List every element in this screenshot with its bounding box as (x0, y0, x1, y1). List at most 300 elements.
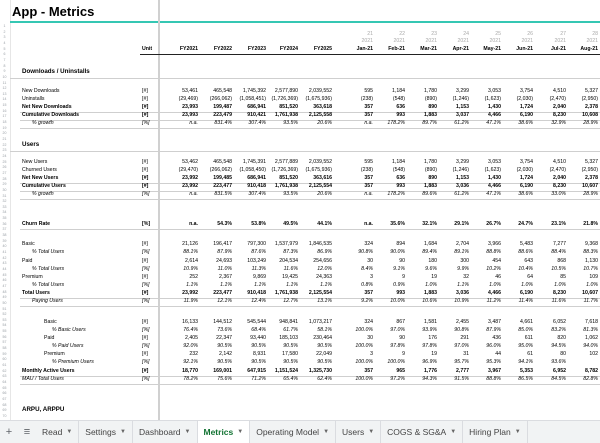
row-label-cumulative-downloads[interactable]: Cumulative Downloads (22, 112, 80, 118)
data-cell[interactable]: 103,249 (247, 258, 266, 264)
data-cell[interactable]: 95.3% (486, 359, 501, 365)
data-cell[interactable]: 357 (364, 104, 373, 110)
data-cell[interactable]: 81.3% (583, 327, 598, 333)
column-header-jul-21[interactable]: Jul-21 (551, 46, 566, 52)
data-cell[interactable]: 636 (396, 104, 405, 110)
data-cell[interactable]: 82.8% (583, 376, 598, 382)
row-label-churned-users[interactable]: Churned Users (22, 167, 57, 173)
data-cell[interactable]: 307.4% (248, 191, 266, 197)
row-label-new-users[interactable]: New Users (22, 159, 48, 165)
data-cell[interactable]: 8,782 (585, 368, 598, 374)
data-cell[interactable]: (29,469) (178, 96, 198, 102)
tab-cogs-sg-a[interactable] (381, 421, 463, 443)
data-cell[interactable]: 324 (364, 241, 373, 247)
data-cell[interactable]: 9 (402, 274, 405, 280)
data-cell[interactable]: (2,950) (581, 96, 598, 102)
data-cell[interactable]: (890) (424, 167, 437, 173)
data-cell[interactable]: (548) (392, 96, 405, 102)
data-cell[interactable]: 24,693 (216, 258, 232, 264)
data-cell[interactable]: 64 (527, 274, 533, 280)
data-cell[interactable]: 93,440 (250, 335, 266, 341)
add-sheet-icon[interactable]: + (5, 426, 13, 438)
data-cell[interactable]: 97.0% (390, 327, 405, 333)
column-header-mar-21[interactable]: Mar-21 (420, 46, 437, 52)
data-cell[interactable]: 97.8% (390, 343, 405, 349)
chevron-down-icon[interactable]: ▼ (120, 429, 126, 435)
data-cell[interactable]: 22,347 (216, 335, 232, 341)
data-cell[interactable]: 232 (189, 351, 198, 357)
data-cell[interactable]: 9.6% (425, 266, 437, 272)
row-label-monthly-active-users[interactable]: Monthly Active Users (22, 368, 75, 374)
data-cell[interactable]: 95.0% (518, 343, 533, 349)
data-cell[interactable]: (1,623) (484, 96, 501, 102)
row-unit[interactable]: [#] (142, 290, 149, 296)
data-cell[interactable]: 291 (460, 335, 469, 341)
row-label-new-downloads[interactable]: New Downloads (22, 88, 60, 94)
data-cell[interactable]: 436 (492, 335, 501, 341)
data-cell[interactable]: 1,153 (456, 175, 469, 181)
data-cell[interactable]: 180 (428, 258, 437, 264)
row-unit[interactable]: [%] (142, 298, 150, 304)
data-cell[interactable]: 49.5% (283, 221, 298, 227)
data-cell[interactable]: 1,130 (585, 258, 598, 264)
data-cell[interactable]: 1,684 (424, 241, 437, 247)
data-cell[interactable]: 1.1% (286, 282, 298, 288)
data-cell[interactable]: 3,299 (456, 159, 469, 165)
data-cell[interactable]: 10.5% (551, 266, 566, 272)
data-cell[interactable]: 10.7% (583, 266, 598, 272)
data-cell[interactable]: 21,126 (182, 241, 198, 247)
data-cell[interactable]: 2,704 (456, 241, 469, 247)
data-cell[interactable]: 90 (399, 258, 405, 264)
data-cell[interactable]: 9.9% (457, 266, 469, 272)
column-header-fy2025[interactable]: FY2025 (313, 46, 332, 52)
data-cell[interactable]: 12.0% (317, 266, 332, 272)
tab-settings[interactable] (79, 421, 133, 443)
chevron-down-icon[interactable]: ▼ (237, 429, 244, 435)
data-cell[interactable]: n.a. (364, 191, 373, 197)
data-cell[interactable]: 23,993 (182, 112, 198, 118)
data-cell[interactable]: 75.6% (217, 376, 232, 382)
row-unit[interactable]: [#] (142, 96, 148, 102)
data-cell[interactable]: 363,616 (313, 175, 332, 181)
data-cell[interactable]: 32.9% (551, 120, 566, 126)
data-cell[interactable]: (1,726,369) (271, 96, 298, 102)
data-cell[interactable]: 23.1% (551, 221, 566, 227)
data-cell[interactable]: 1,745,391 (242, 159, 266, 165)
data-cell[interactable]: 1.0% (586, 282, 598, 288)
column-header-fy2021[interactable]: FY2021 (179, 46, 198, 52)
row-unit[interactable]: [%] (142, 221, 151, 227)
data-cell[interactable]: 100.0% (355, 343, 373, 349)
data-cell[interactable]: 1,776 (424, 368, 437, 374)
data-cell[interactable]: 797,300 (247, 241, 266, 247)
data-cell[interactable]: 993 (396, 183, 405, 189)
data-cell[interactable]: 3,966 (488, 241, 501, 247)
data-cell[interactable]: 97.0% (454, 343, 469, 349)
data-cell[interactable]: 3,487 (488, 319, 501, 325)
data-cell[interactable]: 68.4% (251, 327, 266, 333)
data-cell[interactable]: 1.1% (457, 282, 469, 288)
data-cell[interactable]: 97.8% (422, 343, 437, 349)
data-cell[interactable]: 1,430 (488, 104, 501, 110)
data-cell[interactable]: 23,993 (182, 104, 198, 110)
chevron-down-icon[interactable]: ▼ (514, 429, 521, 435)
data-cell[interactable]: 58.1% (317, 327, 332, 333)
data-cell[interactable]: (238) (360, 167, 373, 173)
data-cell[interactable]: 867 (396, 319, 405, 325)
data-cell[interactable]: 90.5% (283, 359, 298, 365)
data-cell[interactable]: 24.7% (518, 221, 533, 227)
data-cell[interactable]: 3,754 (520, 88, 533, 94)
row-label-churn-rate[interactable]: Churn Rate (22, 221, 50, 227)
row-unit[interactable]: [%] (142, 327, 150, 333)
data-cell[interactable]: 11.7% (583, 298, 598, 304)
data-cell[interactable]: (29,470) (178, 167, 198, 173)
data-cell[interactable]: 28.9% (583, 120, 598, 126)
data-cell[interactable]: 54.3% (217, 221, 232, 227)
data-cell[interactable]: 53.8% (251, 221, 266, 227)
data-cell[interactable]: 16,133 (182, 319, 198, 325)
data-cell[interactable]: 910,418 (247, 183, 266, 189)
data-cell[interactable]: 5,327 (585, 88, 598, 94)
data-cell[interactable]: 1,151,524 (274, 368, 298, 374)
data-cell[interactable]: 1,761,938 (274, 112, 298, 118)
row-label-paid[interactable]: Paid (22, 258, 33, 264)
data-cell[interactable]: 78.2% (183, 376, 198, 382)
data-cell[interactable]: n.a. (189, 191, 198, 197)
data-cell[interactable]: 643 (524, 258, 533, 264)
row-unit[interactable]: [#] (142, 88, 148, 94)
data-cell[interactable]: 831.4% (214, 120, 232, 126)
data-cell[interactable]: 3,037 (456, 112, 469, 118)
data-cell[interactable]: 1,883 (424, 183, 437, 189)
data-cell[interactable]: (1,058,450) (239, 167, 266, 173)
data-cell[interactable]: 0.8% (361, 282, 373, 288)
data-cell[interactable]: 4,510 (553, 88, 566, 94)
data-cell[interactable]: 10.2% (486, 266, 501, 272)
column-header-fy2024[interactable]: FY2024 (279, 46, 298, 52)
data-cell[interactable]: 4,466 (488, 290, 501, 296)
data-cell[interactable]: (1,623) (484, 167, 501, 173)
data-cell[interactable]: 6,190 (520, 290, 533, 296)
data-cell[interactable]: 357 (364, 175, 373, 181)
data-cell[interactable]: 252 (189, 274, 198, 280)
data-cell[interactable]: 1,184 (392, 88, 405, 94)
data-cell[interactable]: 10,608 (582, 112, 598, 118)
data-cell[interactable]: 2,455 (456, 319, 469, 325)
data-cell[interactable]: 300 (460, 258, 469, 264)
data-cell[interactable]: 890 (428, 175, 437, 181)
row-label-premium[interactable]: Premium (22, 274, 43, 280)
data-cell[interactable]: 30 (367, 335, 373, 341)
column-header-may-21[interactable]: May-21 (483, 46, 501, 52)
tab-operating-model[interactable] (250, 421, 336, 443)
data-cell[interactable]: 44 (495, 351, 501, 357)
data-cell[interactable]: 83.2% (551, 327, 566, 333)
data-cell[interactable]: 2,367 (219, 274, 232, 280)
data-cell[interactable]: 1,073,217 (308, 319, 332, 325)
chevron-down-icon[interactable]: ▼ (450, 429, 457, 435)
data-cell[interactable]: 73.6% (217, 327, 232, 333)
data-cell[interactable]: 88.3% (583, 249, 598, 255)
row-unit[interactable]: [#] (142, 183, 149, 189)
row-unit[interactable]: [%] (142, 343, 150, 349)
data-cell[interactable]: 84.5% (551, 376, 566, 382)
data-cell[interactable]: 1,724 (520, 175, 533, 181)
data-cell[interactable]: (266,062) (209, 167, 232, 173)
data-cell[interactable]: 85 (560, 274, 566, 280)
data-cell[interactable]: 86.5% (518, 376, 533, 382)
data-cell[interactable]: 61 (527, 351, 533, 357)
data-cell[interactable]: 2,039,552 (308, 88, 332, 94)
data-cell[interactable]: (1,675,936) (305, 96, 332, 102)
data-cell[interactable]: 636 (396, 175, 405, 181)
data-cell[interactable]: 89.1% (454, 249, 469, 255)
data-cell[interactable]: 13.1% (317, 298, 332, 304)
chevron-down-icon[interactable]: ▼ (368, 429, 375, 435)
data-cell[interactable]: 90.5% (251, 359, 266, 365)
data-cell[interactable]: 254,656 (313, 258, 332, 264)
data-cell[interactable]: 21.8% (583, 221, 598, 227)
data-cell[interactable]: 30 (367, 258, 373, 264)
data-cell[interactable]: 2,378 (585, 104, 598, 110)
row-unit[interactable]: [#] (142, 351, 148, 357)
chevron-down-icon[interactable]: ▼ (323, 429, 330, 435)
data-cell[interactable]: 96.9% (422, 359, 437, 365)
column-header-feb-21[interactable]: Feb-21 (388, 46, 405, 52)
data-cell[interactable]: 1,883 (424, 290, 437, 296)
data-cell[interactable]: 8,230 (553, 183, 566, 189)
data-cell[interactable]: 1,325,730 (308, 368, 332, 374)
data-cell[interactable]: 76.4% (183, 327, 198, 333)
data-cell[interactable]: 2,577,890 (274, 88, 298, 94)
data-cell[interactable]: 1.1% (254, 282, 266, 288)
data-cell[interactable]: 47.1% (486, 191, 501, 197)
data-cell[interactable]: 2,125,558 (308, 112, 332, 118)
data-cell[interactable]: 11.0% (217, 266, 232, 272)
row-unit[interactable]: [#] (142, 368, 149, 374)
data-cell[interactable]: 1.1% (220, 282, 232, 288)
data-cell[interactable]: 1,780 (424, 159, 437, 165)
data-cell[interactable]: 62.4% (317, 376, 332, 382)
data-cell[interactable]: 65.4% (283, 376, 298, 382)
data-cell[interactable]: 3,967 (488, 368, 501, 374)
row-unit[interactable]: [%] (142, 191, 150, 197)
data-cell[interactable]: 53,462 (182, 159, 198, 165)
data-cell[interactable]: 6,052 (553, 319, 566, 325)
data-cell[interactable]: 1,780 (424, 88, 437, 94)
data-cell[interactable]: 7,277 (553, 241, 566, 247)
data-cell[interactable]: 32.1% (422, 221, 437, 227)
data-cell[interactable]: 465,548 (213, 159, 232, 165)
data-cell[interactable]: 3,053 (488, 88, 501, 94)
data-cell[interactable]: 965 (396, 368, 405, 374)
data-cell[interactable]: 29.1% (454, 221, 469, 227)
data-cell[interactable]: 46 (495, 274, 501, 280)
data-cell[interactable]: 851,520 (279, 175, 298, 181)
row-unit[interactable]: [%] (142, 282, 150, 288)
data-cell[interactable]: 223,477 (213, 290, 232, 296)
data-cell[interactable]: 1,761,938 (274, 183, 298, 189)
row-unit[interactable]: [#] (142, 112, 149, 118)
data-cell[interactable]: 910,421 (247, 112, 266, 118)
data-cell[interactable]: 61.7% (283, 327, 298, 333)
data-cell[interactable]: 1.0% (554, 282, 566, 288)
data-cell[interactable]: 1,153 (456, 104, 469, 110)
data-cell[interactable]: 93.5% (283, 120, 298, 126)
row-unit[interactable]: [%] (142, 120, 150, 126)
all-sheets-menu-icon[interactable]: ≡ (23, 426, 31, 438)
data-cell[interactable]: 9.1% (393, 266, 405, 272)
row-label--basic-users[interactable]: % Basic Users (52, 327, 86, 333)
row-unit[interactable]: [#] (142, 104, 149, 110)
tab-hiring-plan[interactable] (463, 421, 528, 443)
data-cell[interactable]: (1,726,369) (271, 167, 298, 173)
tab-metrics[interactable] (198, 421, 251, 443)
data-cell[interactable]: 11.3% (251, 266, 266, 272)
data-cell[interactable]: 2,125,554 (308, 290, 332, 296)
data-cell[interactable]: 94.1% (518, 359, 533, 365)
data-cell[interactable]: 948,841 (279, 319, 298, 325)
data-cell[interactable]: 2,040 (553, 104, 566, 110)
data-cell[interactable]: 24,363 (316, 274, 332, 280)
data-cell[interactable]: 11.2% (486, 298, 501, 304)
row-label-net-new-users[interactable]: Net New Users (22, 175, 59, 181)
data-cell[interactable]: 8.4% (361, 266, 373, 272)
row-unit[interactable]: [#] (142, 159, 148, 165)
tab-users[interactable] (336, 421, 381, 443)
row-label-total-users[interactable]: Total Users (22, 290, 50, 296)
column-header-jun-21[interactable]: Jun-21 (516, 46, 533, 52)
column-header-jan-21[interactable]: Jan-21 (356, 46, 373, 52)
data-cell[interactable]: 87.9% (217, 249, 232, 255)
data-cell[interactable]: 223,479 (213, 112, 232, 118)
data-cell[interactable]: 38.6% (518, 191, 533, 197)
column-header-fy2023[interactable]: FY2023 (247, 46, 266, 52)
data-cell[interactable]: (1,246) (452, 96, 469, 102)
data-cell[interactable]: 94.3% (422, 376, 437, 382)
data-cell[interactable]: 92.0% (183, 343, 198, 349)
data-cell[interactable]: 1.1% (186, 282, 198, 288)
data-cell[interactable]: 1,883 (424, 112, 437, 118)
data-cell[interactable]: 71.2% (251, 376, 266, 382)
data-cell[interactable]: 8,931 (253, 351, 266, 357)
data-cell[interactable]: 1,537,979 (274, 241, 298, 247)
data-cell[interactable]: 1,062 (585, 335, 598, 341)
data-cell[interactable]: 363,618 (313, 104, 332, 110)
data-cell[interactable]: 199,485 (213, 175, 232, 181)
data-cell[interactable]: 3,036 (456, 290, 469, 296)
chevron-down-icon[interactable]: ▼ (184, 429, 191, 435)
data-cell[interactable]: 545,544 (247, 319, 266, 325)
data-cell[interactable]: 307.4% (248, 120, 266, 126)
data-cell[interactable]: 10.9% (454, 298, 469, 304)
data-cell[interactable]: 1.0% (521, 282, 533, 288)
row-unit[interactable]: [#] (142, 175, 149, 181)
data-cell[interactable]: (890) (424, 96, 437, 102)
data-cell[interactable]: 2,777 (456, 368, 469, 374)
data-cell[interactable]: 10.9% (183, 266, 198, 272)
row-label-cumulative-users[interactable]: Cumulative Users (22, 183, 66, 189)
data-cell[interactable]: 9,368 (585, 241, 598, 247)
data-cell[interactable]: 144,512 (213, 319, 232, 325)
data-cell[interactable]: 90 (399, 335, 405, 341)
data-cell[interactable]: 4,466 (488, 112, 501, 118)
data-cell[interactable]: 4,510 (553, 159, 566, 165)
row-unit[interactable]: [%] (142, 376, 150, 382)
row-unit[interactable]: [#] (142, 274, 148, 280)
column-header-apr-21[interactable]: Apr-21 (452, 46, 469, 52)
row-unit[interactable]: [#] (142, 167, 148, 173)
data-cell[interactable]: 20.6% (317, 191, 332, 197)
column-header-fy2022[interactable]: FY2022 (213, 46, 232, 52)
data-cell[interactable]: 90.5% (283, 343, 298, 349)
data-cell[interactable]: 4,466 (488, 183, 501, 189)
data-cell[interactable]: 2,125,554 (308, 183, 332, 189)
data-cell[interactable]: 5,353 (520, 368, 533, 374)
data-cell[interactable]: (1,058,451) (239, 96, 266, 102)
data-cell[interactable]: 89.6% (422, 191, 437, 197)
data-cell[interactable]: (2,950) (581, 167, 598, 173)
data-cell[interactable]: 3,299 (456, 88, 469, 94)
data-cell[interactable]: 0.9% (393, 282, 405, 288)
row-label--premium-users[interactable]: % Premium Users (52, 359, 94, 365)
data-cell[interactable]: 97.2% (390, 376, 405, 382)
data-cell[interactable]: 3,053 (488, 159, 501, 165)
data-cell[interactable]: (2,030) (516, 96, 533, 102)
data-cell[interactable]: 3 (370, 351, 373, 357)
data-cell[interactable]: 357 (364, 290, 373, 296)
data-cell[interactable]: 831.5% (214, 191, 232, 197)
data-cell[interactable]: 1.1% (320, 282, 332, 288)
data-cell[interactable]: 357 (364, 183, 373, 189)
data-cell[interactable]: 454 (492, 258, 501, 264)
data-cell[interactable]: 2,614 (185, 258, 198, 264)
row-label-mau-total-users[interactable]: MAU / Total Users (22, 376, 64, 382)
column-header-aug-21[interactable]: Aug-21 (580, 46, 598, 52)
data-cell[interactable]: 2,142 (219, 351, 232, 357)
data-cell[interactable]: 595 (364, 88, 373, 94)
data-cell[interactable]: 94.0% (583, 343, 598, 349)
row-label--total-users[interactable]: % Total Users (32, 249, 65, 255)
data-cell[interactable]: 88.6% (518, 249, 533, 255)
data-cell[interactable]: 92.1% (183, 359, 198, 365)
data-cell[interactable]: 5,483 (520, 241, 533, 247)
data-cell[interactable]: 2,039,552 (308, 159, 332, 165)
data-cell[interactable]: 1,846,535 (308, 241, 332, 247)
data-cell[interactable]: 38.6% (518, 120, 533, 126)
data-cell[interactable]: 1.0% (425, 282, 437, 288)
data-cell[interactable]: n.a. (189, 120, 198, 126)
data-cell[interactable]: 993 (396, 112, 405, 118)
data-cell[interactable]: 6,190 (520, 183, 533, 189)
data-cell[interactable]: 169,001 (213, 368, 232, 374)
data-cell[interactable]: 1,184 (392, 159, 405, 165)
data-cell[interactable]: (2,470) (549, 96, 566, 102)
data-cell[interactable]: 19 (431, 274, 437, 280)
data-cell[interactable]: 93.9% (422, 327, 437, 333)
data-cell[interactable]: 19 (431, 351, 437, 357)
data-cell[interactable]: 93.5% (283, 191, 298, 197)
data-cell[interactable]: 90.5% (217, 359, 232, 365)
data-cell[interactable]: 88.1% (183, 249, 198, 255)
data-cell[interactable]: 87.9% (486, 327, 501, 333)
data-cell[interactable]: 88.8% (486, 249, 501, 255)
data-cell[interactable]: 2,577,889 (274, 159, 298, 165)
data-cell[interactable]: 10.6% (422, 298, 437, 304)
data-cell[interactable]: (2,470) (549, 167, 566, 173)
